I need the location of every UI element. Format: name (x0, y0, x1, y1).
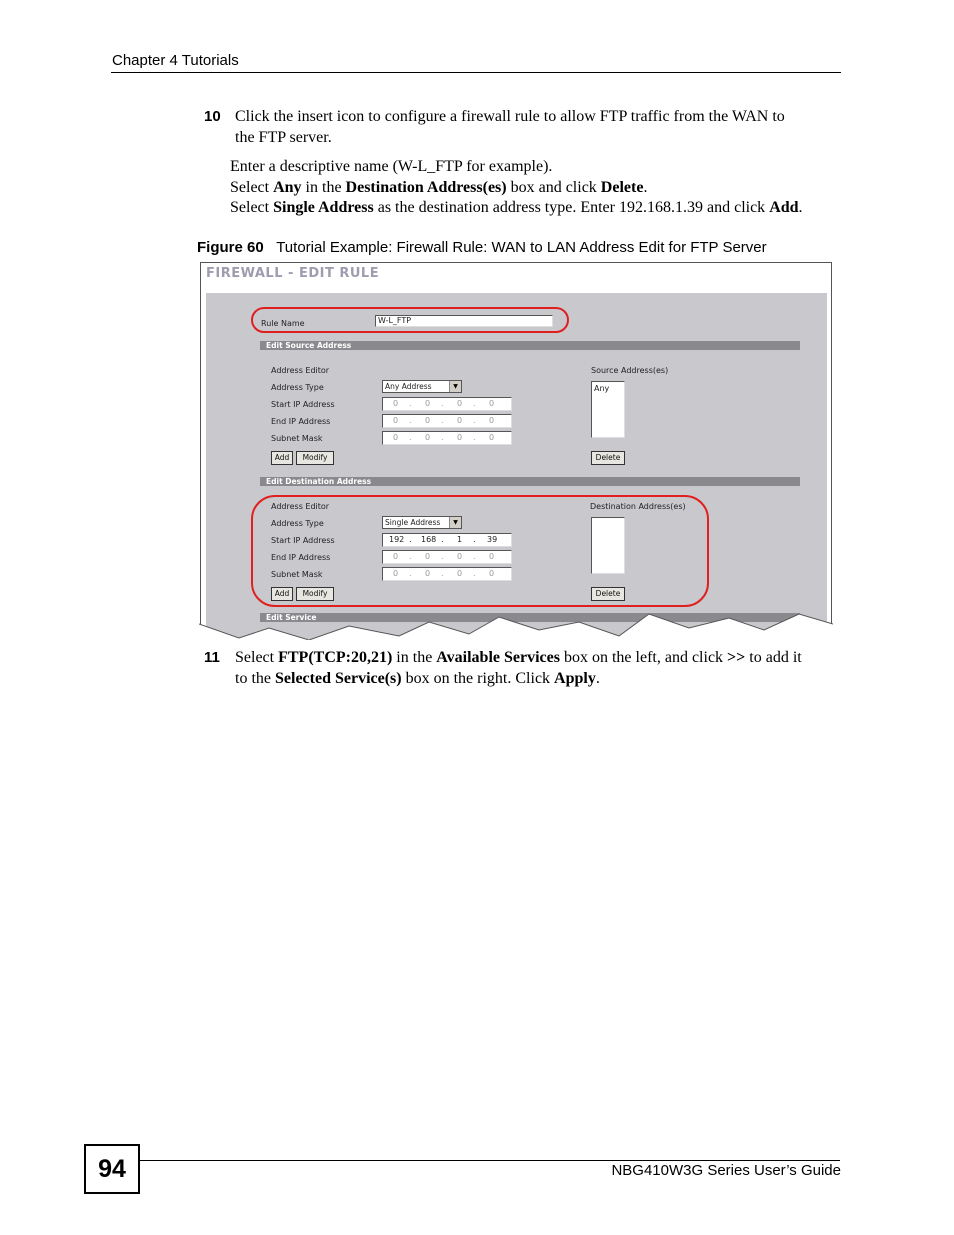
destination-addresses-label: Destination Address(es) (590, 502, 686, 511)
dst-address-editor-label: Address Editor (271, 502, 330, 511)
dst-address-type-label: Address Type (271, 519, 324, 528)
src-add-button[interactable]: Add (271, 451, 293, 465)
chevron-down-icon: ▼ (449, 381, 461, 392)
dst-start-ip-input[interactable]: 192 . 168 . 1 . 39 (382, 533, 512, 547)
step-number-10: 10 (204, 108, 221, 125)
src-address-type-label: Address Type (271, 383, 324, 392)
step-10-substeps (230, 157, 850, 219)
dst-subnet-mask-input[interactable]: 0 . 0 . 0 . 0 (382, 567, 512, 581)
dst-end-ip-label: End IP Address (271, 553, 331, 562)
dst-modify-button[interactable]: Modify (296, 587, 334, 601)
section-edit-source-address: Edit Source Address (260, 341, 800, 350)
src-subnet-mask-label: Subnet Mask (271, 434, 323, 443)
src-address-type-select[interactable]: Any Address ▼ (382, 380, 462, 393)
dst-start-ip-label: Start IP Address (271, 536, 335, 545)
src-delete-button[interactable]: Delete (591, 451, 625, 465)
figure-label: Figure 60 (197, 239, 264, 256)
src-start-ip-label: Start IP Address (271, 400, 335, 409)
src-address-editor-label: Address Editor (271, 366, 330, 375)
substep-add: Select Single Address as the destination address type. Enter 192.168.1.39 and click Add. (230, 199, 803, 216)
step-11-line-1: Select FTP(TCP:20,21) in the Available Services box on the left, and click >> to add it (235, 649, 802, 666)
substep-delete: Select Any in the Destination Address(es) box and click Delete. (230, 178, 648, 196)
section-edit-service: Edit Service (260, 613, 800, 622)
dst-delete-button[interactable]: Delete (591, 587, 625, 601)
src-end-ip-input[interactable]: 0 . 0 . 0 . 0 (382, 414, 512, 428)
step-10-line-2: the FTP server. (235, 128, 332, 146)
dst-subnet-mask-label: Subnet Mask (271, 570, 323, 579)
src-end-ip-label: End IP Address (271, 417, 331, 426)
step-number-11: 11 (204, 649, 220, 666)
dst-add-button[interactable]: Add (271, 587, 293, 601)
step-11-text (235, 648, 845, 689)
header-rule (111, 72, 841, 73)
torn-edge (199, 262, 833, 640)
rule-name-label: Rule Name (261, 319, 305, 328)
step-10-line-1: Click the insert icon to configure a firewall rule to allow FTP traffic from the WAN to (235, 108, 785, 125)
firewall-edit-rule-screenshot (200, 262, 832, 640)
step-11-line-2: to the Selected Service(s) box on the right. Click Apply. (235, 669, 600, 687)
dst-end-ip-input[interactable]: 0 . 0 . 0 . 0 (382, 550, 512, 564)
figure-caption (197, 239, 767, 256)
substep-name: Enter a descriptive name (W-L_FTP for example). (230, 158, 553, 175)
source-address-item-any[interactable]: Any (594, 384, 610, 393)
rule-name-input[interactable]: W-L_FTP (375, 315, 553, 327)
step-10-text (235, 107, 845, 148)
screen-title: FIREWALL - EDIT RULE (206, 266, 380, 281)
section-edit-destination-address: Edit Destination Address (260, 477, 800, 486)
page-number: 94 (84, 1144, 140, 1194)
guide-title: NBG410W3G Series User’s Guide (611, 1162, 841, 1179)
dst-address-type-select[interactable]: Single Address ▼ (382, 516, 462, 529)
figure-caption-text: Tutorial Example: Firewall Rule: WAN to LAN Address Edit for FTP Server (276, 239, 767, 256)
src-subnet-mask-input[interactable]: 0 . 0 . 0 . 0 (382, 431, 512, 445)
footer-rule (140, 1160, 840, 1161)
src-start-ip-input[interactable]: 0 . 0 . 0 . 0 (382, 397, 512, 411)
src-modify-button[interactable]: Modify (296, 451, 334, 465)
chevron-down-icon: ▼ (449, 517, 461, 528)
source-addresses-label: Source Address(es) (591, 366, 669, 375)
chapter-header: Chapter 4 Tutorials (112, 52, 239, 69)
